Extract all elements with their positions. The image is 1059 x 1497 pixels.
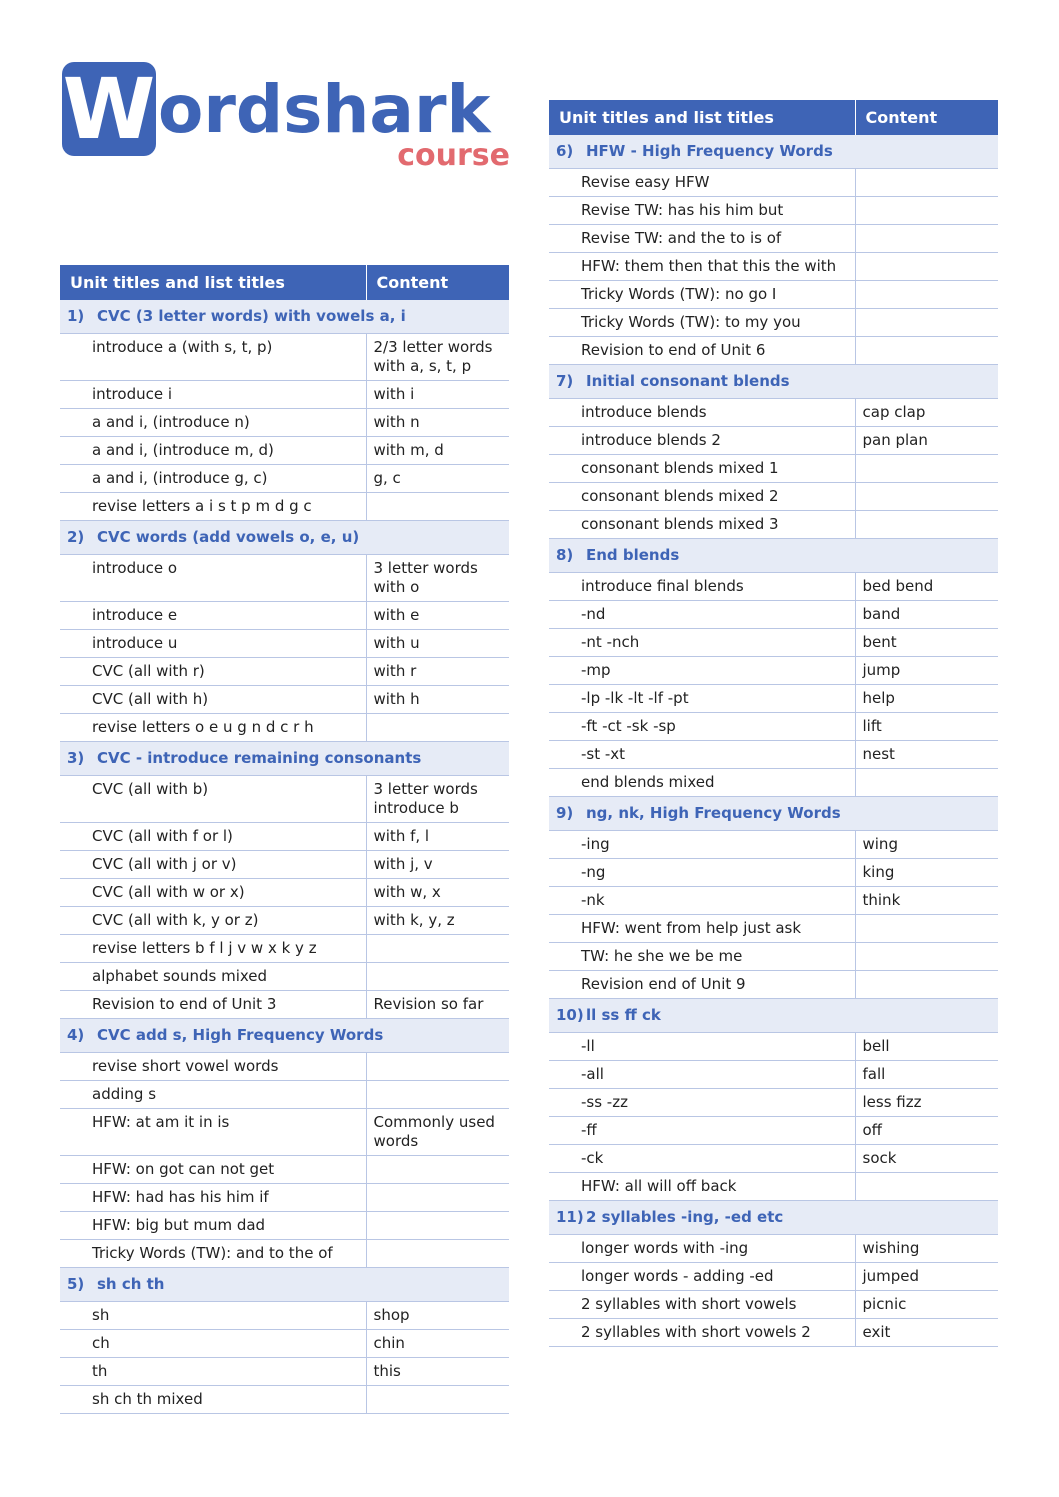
table-row (60, 493, 509, 521)
content-cell: think (855, 887, 998, 915)
unit-header-row (60, 521, 509, 555)
unit-header-row (60, 742, 509, 776)
unit-title: ll ss ff ck (586, 1006, 661, 1024)
header-content: Content (855, 100, 998, 135)
table-row (549, 399, 998, 427)
header-content: Content (366, 265, 509, 300)
table-row (549, 859, 998, 887)
content-cell (855, 225, 998, 253)
unit-number: 6) (556, 142, 574, 160)
list-title-cell: TW: he she we be me (549, 943, 855, 971)
table-row (60, 1184, 509, 1212)
list-title-cell: 2 syllables with short vowels 2 (549, 1319, 855, 1347)
table-row (60, 334, 509, 381)
content-cell: with w, x (366, 879, 509, 907)
content-cell (855, 197, 998, 225)
list-title-cell: introduce o (60, 555, 366, 602)
table-row (60, 776, 509, 823)
list-title-cell: HFW: at am it in is (60, 1109, 366, 1156)
content-cell (855, 309, 998, 337)
list-title-cell: -lp -lk -lt -lf -pt (549, 685, 855, 713)
table-row (60, 1053, 509, 1081)
content-cell: shop (366, 1302, 509, 1330)
list-title-cell: -ff (549, 1117, 855, 1145)
content-cell: nest (855, 741, 998, 769)
unit-title: CVC (3 letter words) with vowels a, i (97, 307, 406, 325)
table-row (60, 991, 509, 1019)
list-title-cell: consonant blends mixed 1 (549, 455, 855, 483)
table-row (60, 907, 509, 935)
list-title-cell: Revise easy HFW (549, 169, 855, 197)
table-row (549, 511, 998, 539)
content-cell: with r (366, 658, 509, 686)
word-list-table-right (549, 100, 998, 1347)
table-header-row (60, 265, 509, 300)
table-row (60, 1240, 509, 1268)
unit-title: ng, nk, High Frequency Words (586, 804, 841, 822)
table-row (60, 851, 509, 879)
content-cell: wing (855, 831, 998, 859)
content-cell: with n (366, 409, 509, 437)
content-cell: bell (855, 1033, 998, 1061)
content-cell: Revision so far (366, 991, 509, 1019)
unit-number: 8) (556, 546, 574, 564)
content-cell (366, 1212, 509, 1240)
content-cell: with u (366, 630, 509, 658)
table-row (549, 253, 998, 281)
content-cell: picnic (855, 1291, 998, 1319)
table-row (549, 1235, 998, 1263)
list-title-cell: introduce blends (549, 399, 855, 427)
logo-initial: W (62, 60, 156, 158)
table-row (60, 602, 509, 630)
table-row (549, 1263, 998, 1291)
table-row (60, 1212, 509, 1240)
table-row (60, 1386, 509, 1414)
table-row (549, 483, 998, 511)
table-row (549, 971, 998, 999)
unit-header-row (549, 539, 998, 573)
list-title-cell: introduce final blends (549, 573, 855, 601)
unit-title-cell (549, 539, 998, 573)
list-title-cell: Tricky Words (TW): and to the of (60, 1240, 366, 1268)
list-title-cell: HFW: on got can not get (60, 1156, 366, 1184)
content-cell: sock (855, 1145, 998, 1173)
table-row (60, 714, 509, 742)
list-title-cell: th (60, 1358, 366, 1386)
unit-number: 7) (556, 372, 574, 390)
content-cell (855, 337, 998, 365)
list-title-cell: Tricky Words (TW): no go I (549, 281, 855, 309)
table-header-row (549, 100, 998, 135)
list-title-cell: CVC (all with w or x) (60, 879, 366, 907)
content-cell: off (855, 1117, 998, 1145)
unit-title-cell (549, 1201, 998, 1235)
table-row (549, 601, 998, 629)
table-row (549, 455, 998, 483)
list-title-cell: -mp (549, 657, 855, 685)
table-row (549, 1319, 998, 1347)
list-title-cell: Revise TW: has his him but (549, 197, 855, 225)
unit-title-cell (60, 742, 509, 776)
unit-title-cell (60, 300, 509, 334)
list-title-cell: a and i, (introduce m, d) (60, 437, 366, 465)
content-cell: fall (855, 1061, 998, 1089)
unit-number: 10) (556, 1006, 584, 1024)
content-cell (366, 1081, 509, 1109)
list-title-cell: introduce blends 2 (549, 427, 855, 455)
content-cell (855, 483, 998, 511)
list-title-cell: a and i, (introduce g, c) (60, 465, 366, 493)
table-row (60, 409, 509, 437)
unit-number: 4) (67, 1026, 85, 1044)
content-cell (366, 963, 509, 991)
list-title-cell: introduce e (60, 602, 366, 630)
header-unit-titles: Unit titles and list titles (60, 265, 366, 300)
content-cell (366, 1240, 509, 1268)
list-title-cell: longer words with -ing (549, 1235, 855, 1263)
content-cell: help (855, 685, 998, 713)
unit-header-row (60, 300, 509, 334)
list-title-cell: alphabet sounds mixed (60, 963, 366, 991)
list-title-cell: Revision to end of Unit 6 (549, 337, 855, 365)
list-title-cell: Revision end of Unit 9 (549, 971, 855, 999)
table-row (549, 1117, 998, 1145)
table-row (60, 1302, 509, 1330)
content-cell (366, 493, 509, 521)
list-title-cell: sh (60, 1302, 366, 1330)
unit-title: HFW - High Frequency Words (586, 142, 833, 160)
content-cell (855, 455, 998, 483)
table-row (549, 713, 998, 741)
unit-number: 2) (67, 528, 85, 546)
table-row (549, 427, 998, 455)
content-cell: with j, v (366, 851, 509, 879)
table-row (549, 573, 998, 601)
content-cell (855, 281, 998, 309)
table-row (549, 1061, 998, 1089)
content-cell: lift (855, 713, 998, 741)
list-title-cell: consonant blends mixed 3 (549, 511, 855, 539)
unit-title: sh ch th (97, 1275, 165, 1293)
table-row (60, 1081, 509, 1109)
table-row (549, 1291, 998, 1319)
unit-title-cell (60, 521, 509, 555)
list-title-cell: a and i, (introduce n) (60, 409, 366, 437)
content-cell (366, 935, 509, 963)
table-row (60, 935, 509, 963)
table-body-left (60, 300, 509, 1414)
table-row (60, 686, 509, 714)
unit-title-cell (549, 797, 998, 831)
table-row (549, 831, 998, 859)
list-title-cell: Tricky Words (TW): to my you (549, 309, 855, 337)
list-title-cell: -ng (549, 859, 855, 887)
content-cell: 3 letter words with o (366, 555, 509, 602)
list-title-cell: HFW: big but mum dad (60, 1212, 366, 1240)
table-row (549, 169, 998, 197)
logo-wordmark: ordshark (158, 71, 491, 148)
content-cell (366, 1184, 509, 1212)
list-title-cell: -nt -nch (549, 629, 855, 657)
list-title-cell: introduce a (with s, t, p) (60, 334, 366, 381)
table-row (549, 769, 998, 797)
unit-title-cell (60, 1268, 509, 1302)
content-cell: bed bend (855, 573, 998, 601)
table-row (549, 741, 998, 769)
list-title-cell: consonant blends mixed 2 (549, 483, 855, 511)
unit-title-cell (549, 135, 998, 169)
table-row (549, 281, 998, 309)
unit-title: CVC - introduce remaining consonants (97, 749, 422, 767)
list-title-cell: CVC (all with f or l) (60, 823, 366, 851)
table-row (60, 1330, 509, 1358)
content-cell: jump (855, 657, 998, 685)
list-title-cell: -ft -ct -sk -sp (549, 713, 855, 741)
list-title-cell: HFW: all will off back (549, 1173, 855, 1201)
table-row (60, 1156, 509, 1184)
list-title-cell: -ck (549, 1145, 855, 1173)
content-cell: with k, y, z (366, 907, 509, 935)
unit-title: End blends (586, 546, 680, 564)
table-row (549, 657, 998, 685)
content-cell: bent (855, 629, 998, 657)
unit-header-row (60, 1019, 509, 1053)
table-row (549, 309, 998, 337)
content-cell (855, 253, 998, 281)
content-cell: g, c (366, 465, 509, 493)
table-row (60, 658, 509, 686)
content-cell (855, 943, 998, 971)
list-title-cell: revise letters a i s t p m d g c (60, 493, 366, 521)
content-cell: this (366, 1358, 509, 1386)
unit-header-row (549, 365, 998, 399)
content-cell: pan plan (855, 427, 998, 455)
content-cell: with h (366, 686, 509, 714)
list-title-cell: longer words - adding -ed (549, 1263, 855, 1291)
content-cell: less fizz (855, 1089, 998, 1117)
unit-title: CVC words (add vowels o, e, u) (97, 528, 360, 546)
unit-title-cell (60, 1019, 509, 1053)
table-row (549, 225, 998, 253)
list-title-cell: HFW: went from help just ask (549, 915, 855, 943)
table-row (60, 823, 509, 851)
list-title-cell: HFW: had has his him if (60, 1184, 366, 1212)
table-row (549, 197, 998, 225)
content-cell (366, 1053, 509, 1081)
table-row (60, 437, 509, 465)
list-title-cell: adding s (60, 1081, 366, 1109)
list-title-cell: CVC (all with b) (60, 776, 366, 823)
content-cell: with e (366, 602, 509, 630)
unit-title-cell (549, 999, 998, 1033)
content-cell (855, 915, 998, 943)
table-row (60, 465, 509, 493)
unit-header-row (549, 797, 998, 831)
table-row (60, 879, 509, 907)
content-cell (855, 769, 998, 797)
content-cell: exit (855, 1319, 998, 1347)
list-title-cell: ch (60, 1330, 366, 1358)
list-title-cell: CVC (all with r) (60, 658, 366, 686)
list-title-cell: revise letters o e u g n d c r h (60, 714, 366, 742)
content-cell: chin (366, 1330, 509, 1358)
unit-number: 5) (67, 1275, 85, 1293)
table-row (549, 887, 998, 915)
table-row (549, 915, 998, 943)
unit-number: 3) (67, 749, 85, 767)
table-row (60, 1358, 509, 1386)
list-title-cell: CVC (all with j or v) (60, 851, 366, 879)
unit-title: Initial consonant blends (586, 372, 790, 390)
word-list-table-left (60, 265, 509, 1414)
list-title-cell: revise short vowel words (60, 1053, 366, 1081)
table-row (60, 1109, 509, 1156)
content-cell: with f, l (366, 823, 509, 851)
list-title-cell: -ss -zz (549, 1089, 855, 1117)
list-title-cell: Revision to end of Unit 3 (60, 991, 366, 1019)
list-title-cell: introduce u (60, 630, 366, 658)
list-title-cell: HFW: them then that this the with (549, 253, 855, 281)
content-cell (855, 971, 998, 999)
unit-number: 9) (556, 804, 574, 822)
table-row (60, 555, 509, 602)
table-row (549, 1089, 998, 1117)
content-cell (366, 714, 509, 742)
content-cell (855, 169, 998, 197)
unit-header-row (549, 999, 998, 1033)
list-title-cell: 2 syllables with short vowels (549, 1291, 855, 1319)
content-cell (855, 511, 998, 539)
content-cell: cap clap (855, 399, 998, 427)
unit-header-row (60, 1268, 509, 1302)
content-cell (366, 1386, 509, 1414)
content-cell: with i (366, 381, 509, 409)
table-row (549, 943, 998, 971)
table-row (549, 1173, 998, 1201)
table-row (549, 685, 998, 713)
content-cell: band (855, 601, 998, 629)
list-title-cell: CVC (all with h) (60, 686, 366, 714)
list-title-cell: -all (549, 1061, 855, 1089)
list-title-cell: -st -xt (549, 741, 855, 769)
list-title-cell: Revise TW: and the to is of (549, 225, 855, 253)
unit-number: 11) (556, 1208, 584, 1226)
list-title-cell: -ing (549, 831, 855, 859)
header-unit-titles: Unit titles and list titles (549, 100, 855, 135)
table-row (549, 337, 998, 365)
content-cell: Commonly used words (366, 1109, 509, 1156)
content-cell: jumped (855, 1263, 998, 1291)
table-row (60, 963, 509, 991)
content-cell: king (855, 859, 998, 887)
content-cell (366, 1156, 509, 1184)
content-cell (855, 1173, 998, 1201)
table-row (549, 629, 998, 657)
table-row (549, 1033, 998, 1061)
unit-number: 1) (67, 307, 85, 325)
content-cell: with m, d (366, 437, 509, 465)
list-title-cell: -nd (549, 601, 855, 629)
unit-title: CVC add s, High Frequency Words (97, 1026, 384, 1044)
list-title-cell: -ll (549, 1033, 855, 1061)
table-body-right (549, 135, 998, 1347)
list-title-cell: CVC (all with k, y or z) (60, 907, 366, 935)
wordshark-logo (62, 62, 522, 182)
table-row (549, 1145, 998, 1173)
list-title-cell: sh ch th mixed (60, 1386, 366, 1414)
unit-header-row (549, 135, 998, 169)
unit-header-row (549, 1201, 998, 1235)
list-title-cell: end blends mixed (549, 769, 855, 797)
list-title-cell: -nk (549, 887, 855, 915)
content-cell: 2/3 letter words with a, s, t, p (366, 334, 509, 381)
content-cell: wishing (855, 1235, 998, 1263)
table-row (60, 381, 509, 409)
unit-title-cell (549, 365, 998, 399)
table-row (60, 630, 509, 658)
content-cell: 3 letter words introduce b (366, 776, 509, 823)
unit-title: 2 syllables -ing, -ed etc (586, 1208, 784, 1226)
logo-subtitle: course (397, 138, 510, 173)
list-title-cell: revise letters b f l j v w x k y z (60, 935, 366, 963)
list-title-cell: introduce i (60, 381, 366, 409)
